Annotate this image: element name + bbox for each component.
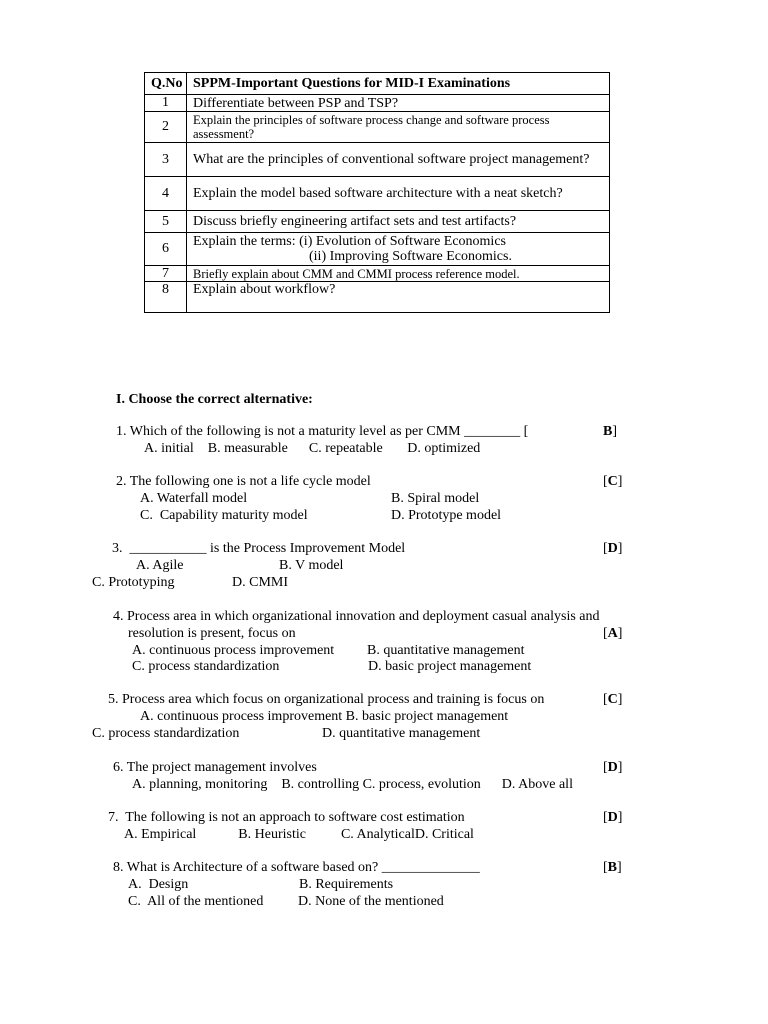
row-number: 5 bbox=[145, 211, 187, 233]
row-question: Differentiate between PSP and TSP? bbox=[187, 95, 610, 112]
table-row bbox=[145, 282, 610, 313]
q7-answer: [D] bbox=[603, 810, 623, 825]
q3-option-a: A. Agile bbox=[136, 558, 184, 573]
row-question: Explain the model based software architecture with a neat sketch? bbox=[187, 177, 610, 211]
q8-option-c: C. All of the mentioned bbox=[128, 894, 264, 909]
row-number: 6 bbox=[145, 233, 187, 266]
q4-option-c: C. process standardization bbox=[132, 659, 280, 674]
header-qno: Q.No bbox=[145, 73, 187, 95]
q8-option-b: B. Requirements bbox=[299, 877, 394, 892]
q1-answer: B] bbox=[603, 424, 618, 439]
q4-option-d: D. basic project management bbox=[368, 659, 532, 674]
row-question: Explain about workflow? bbox=[187, 282, 610, 313]
row-number: 4 bbox=[145, 177, 187, 211]
table-row bbox=[145, 177, 610, 211]
q3-text: 3. ___________ is the Process Improvement Model bbox=[112, 541, 406, 556]
questions-table bbox=[144, 72, 610, 313]
row-number: 1 bbox=[145, 95, 187, 112]
row-number: 2 bbox=[145, 112, 187, 143]
table-row bbox=[145, 112, 610, 143]
q8-option-d: D. None of the mentioned bbox=[298, 894, 444, 909]
row-number: 3 bbox=[145, 143, 187, 177]
row-question-continued: (ii) Improving Software Economics. bbox=[309, 249, 512, 264]
row-question: Explain the principles of software process change and software process assessment? bbox=[187, 112, 610, 143]
row-number: 8 bbox=[145, 282, 187, 313]
row-question: Briefly explain about CMM and CMMI process reference model. bbox=[187, 266, 610, 282]
q3-option-b: B. V model bbox=[279, 558, 344, 573]
table-row bbox=[145, 95, 610, 112]
q2-option-c: C. Capability maturity model bbox=[140, 508, 308, 523]
q4-answer: [A] bbox=[603, 626, 623, 641]
q8-option-a: A. Design bbox=[128, 877, 189, 892]
q2-option-d: D. Prototype model bbox=[391, 508, 502, 523]
row-question: What are the principles of conventional software project management? bbox=[187, 143, 610, 177]
q2-text: 2. The following one is not a life cycle model bbox=[116, 474, 371, 489]
row-question: Discuss briefly engineering artifact sets and test artifacts? bbox=[187, 211, 610, 233]
q2-option-a: A. Waterfall model bbox=[140, 491, 248, 506]
q5-options-ab: A. continuous process improvement B. basic project management bbox=[140, 709, 509, 724]
q2-option-b: B. Spiral model bbox=[391, 491, 480, 506]
header-title: SPPM-Important Questions for MID-I Examinations bbox=[187, 73, 610, 95]
row-question: Explain the terms: (i) Evolution of Software Economics bbox=[193, 234, 506, 249]
q3-option-c: C. Prototyping bbox=[92, 575, 175, 590]
q5-option-c: C. process standardization bbox=[92, 726, 240, 741]
q3-answer: [D] bbox=[603, 541, 623, 556]
row-number: 7 bbox=[145, 266, 187, 282]
q6-options: A. planning, monitoring B. controlling C. process, evolution D. Above all bbox=[132, 777, 573, 792]
q6-text: 6. The project management involves bbox=[113, 760, 317, 775]
q8-text: 8. What is Architecture of a software based on? ______________ bbox=[113, 860, 480, 875]
q5-option-d: D. quantitative management bbox=[322, 726, 481, 741]
q4-text-continued: resolution is present, focus on bbox=[128, 626, 296, 641]
q4-option-a: A. continuous process improvement bbox=[132, 643, 335, 658]
q2-answer: [C] bbox=[603, 474, 623, 489]
q1-options: A. initial B. measurable C. repeatable D. optimized bbox=[144, 441, 481, 456]
q6-answer: [D] bbox=[603, 760, 623, 775]
q7-text: 7. The following is not an approach to software cost estimation bbox=[108, 810, 465, 825]
table-row bbox=[145, 211, 610, 233]
q3-option-d: D. CMMI bbox=[232, 575, 289, 590]
q7-options: A. Empirical B. Heuristic C. AnalyticalD. Critical bbox=[124, 827, 474, 842]
q4-text: 4. Process area in which organizational innovation and deployment casual analysis and bbox=[113, 609, 600, 624]
table-header-row bbox=[145, 73, 610, 95]
q8-answer: [B] bbox=[603, 860, 622, 875]
section-title: I. Choose the correct alternative: bbox=[116, 392, 313, 407]
table-row bbox=[145, 143, 610, 177]
table-row bbox=[145, 233, 610, 266]
table-row bbox=[145, 266, 610, 282]
q5-answer: [C] bbox=[603, 692, 623, 707]
q5-text: 5. Process area which focus on organizational process and training is focus on bbox=[108, 692, 545, 707]
q1-text: 1. Which of the following is not a maturity level as per CMM ________ [ bbox=[116, 424, 529, 439]
q4-option-b: B. quantitative management bbox=[367, 643, 525, 658]
